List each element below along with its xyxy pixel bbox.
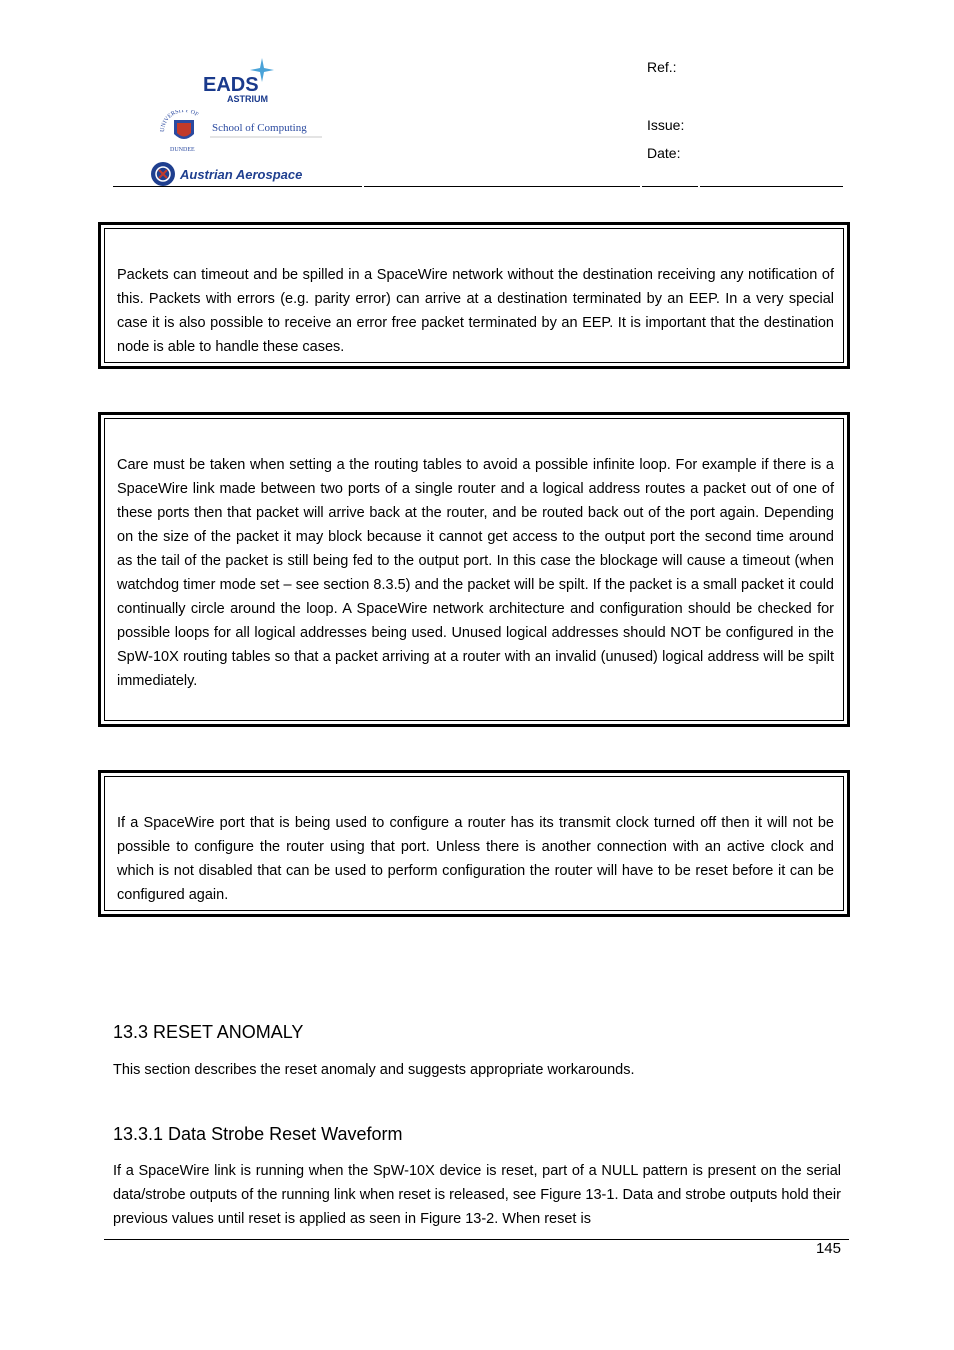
issue-label: Issue: — [647, 117, 685, 133]
note-box-timeout — [98, 222, 850, 369]
eads-wordmark: EADS — [203, 74, 259, 96]
austrian-aerospace-logo — [150, 160, 340, 188]
dundee-bottom-text: DUNDEE — [170, 147, 195, 153]
note-text-timeout: Packets can timeout and be spilled in a SpaceWire network without the destination receiving any notification of this. Packets with errors (e.g. parity error) can arrive at a destination terminated by an EEP. In a very special case it is also possible to receive an error free packet terminated by an EEP. It is important that the destination node is able to handle these cases. — [117, 267, 834, 355]
footer-rule — [104, 1239, 849, 1240]
header-rule-2 — [364, 186, 640, 187]
subsection-heading: 13.3.1 Data Strobe Reset Waveform — [113, 1124, 403, 1144]
header-rule-4 — [700, 186, 843, 187]
eads-astrium-logo — [202, 56, 280, 106]
note-text-transmit-clock: If a SpaceWire port that is being used to configure a router has its transmit clock turned off then it will not be possible to configure the router using that port. Unless there is another connection with an active clock and which is not disabled that can be used to perform configuration the router will have to be reset before it can be configured again. — [117, 815, 834, 903]
header-rule-3 — [642, 186, 698, 187]
note-text-infinite-loop: Care must be taken when setting a the routing tables to avoid a possible infinite loop. For example if there is a SpaceWire link made between two ports of a single router and a logical address routes a packet out of one of these ports then that packet will arrive back at the router, and be routed back out of the port again. Depending on the size of the packet it may block because it cannot get access to the output port the second time around as the tail of the packet is still being fed to the output port. In this case the blockage will cause a timeout (when watchdog timer mode set – see section 8.3.5) and the packet will be spilt. If the packet is a small packet it could continually circle around the loop. A SpaceWire network architecture and configuration should be checked for possible loops for all logical addresses being used. Unused logical addresses should NOT be configured in the SpW-10X routing tables so that a packet arriving at a router with an invalid (unused) logical address will be spilt immediately. — [117, 457, 834, 689]
note-box-transmit-clock — [98, 770, 850, 917]
section-intro: This section describes the reset anomaly and suggests appropriate workarounds. — [113, 1062, 635, 1078]
school-of-computing-text: School of Computing — [212, 122, 307, 134]
section-heading: 13.3 RESET ANOMALY — [113, 1022, 304, 1042]
university-of-dundee-logo — [150, 110, 330, 154]
page-number: 145 — [815, 1240, 841, 1257]
date-label: Date: — [647, 145, 681, 161]
austrian-aerospace-wordmark: Austrian Aerospace — [180, 167, 303, 182]
dundee-arc-text: UNIVERSITY OF — [159, 110, 200, 133]
header-rule-1 — [113, 186, 362, 187]
astrium-wordmark: ASTRIUM — [227, 94, 268, 104]
note-box-infinite-loop — [98, 412, 850, 727]
subsection-body: If a SpaceWire link is running when the SpW-10X device is reset, part of a NULL pattern is present on the serial data/strobe outputs of the running link when reset is released, see Figure 13-1. Data and strobe outputs hold their previous values until reset is applied as seen in Figure 13-2. When reset is — [113, 1163, 841, 1227]
ref-label: Ref.: — [647, 59, 677, 75]
